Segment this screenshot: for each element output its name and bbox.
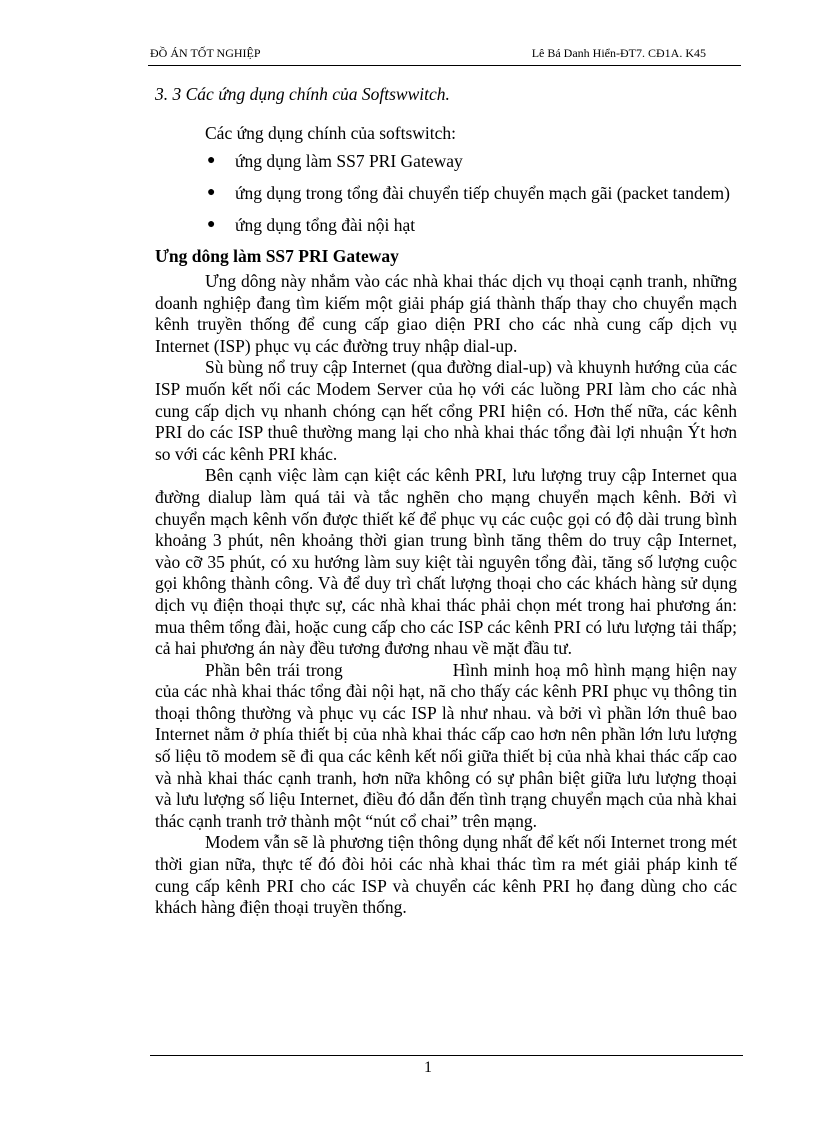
bullet-icon: ●	[207, 185, 216, 200]
list-item	[155, 150, 737, 172]
list-item	[155, 182, 737, 204]
footer-divider	[150, 1055, 743, 1056]
list-item	[155, 214, 737, 236]
header-title: ĐỒ ÁN TỐT NGHIỆP	[150, 46, 261, 60]
applications-list	[155, 150, 737, 236]
paragraph-4-start: Phần bên trái trong	[205, 659, 343, 680]
page-number: 1	[424, 1059, 432, 1076]
header-author: Lê Bá Danh Hiển-ĐT7. CĐ1A. K45	[531, 46, 706, 60]
paragraph-5: Modem vẫn sẽ là phương tiện thông dụng nhất để kết nối Internet trong mét thời gian nữa, thực tế đó đòi hỏi các nhà khai thác tìm ra mét giải pháp kinh tế cung cấp kênh PRI cho các ISP và chuyển các kênh PRI họ đang dùng cho các khách hàng điện thoại truyền thống.	[155, 832, 737, 918]
bullet-icon: ●	[207, 217, 216, 232]
page-body	[155, 84, 737, 919]
section-title: 3. 3 Các ứng dụng chính của Softswwitch.	[155, 84, 450, 104]
paragraph-4-rest: Hình minh hoạ mô hình mạng hiện nay của các nhà khai thác tổng đài nội hạt, nã cho thấy các kênh PRI phục vụ thông tin thoại thông thường và phục vụ các ISP là như nhau. và bởi vì phần lớn thuê bao Internet nằm ở phía thiết bị của nhà khai thác cấp cao hơn nên phần lớn lưu lượng số liệu tõ modem sẽ đi qua các kênh kết nối giữa thiết bị của nhà khai thác cấp cao và nhà khai thác cạnh tranh, hơn nữa không có sự phân biệt giữa lưu lượng thoại và lưu lượng số liệu Internet, điều đó dẫn đến tình trạng chuyển mạch của nhà khai thác cạnh tranh trở thành một “nút cổ chai” trên mạng.	[155, 659, 738, 831]
bullet-icon: ●	[207, 153, 216, 168]
paragraph-4	[155, 660, 737, 833]
header-divider	[148, 65, 741, 66]
list-item-text: ứng dụng tổng đài nội hạt	[235, 215, 416, 235]
list-item-text: ứng dụng trong tổng đài chuyển tiếp chuyển mạch gãi (packet tandem)	[235, 183, 730, 203]
paragraph-3: Bên cạnh việc làm cạn kiệt các kênh PRI, lưu lượng truy cập Internet qua đường dialup làm quá tải và tắc nghẽn cho mạng chuyển mạch kênh. Bởi vì chuyển mạch kênh vốn được thiết kế để phục vụ các cuộc gọi có độ dài trung bình khoảng 3 phút, nên khoảng thời gian trung bình tăng thêm do truy cập Internet, vào cỡ 35 phút, có xu hướng làm suy kiệt tài nguyên tổng đài, tăng số lượng cuộc gọi không thành công. Và để duy trì chất lượng thoại cho các khách hàng sử dụng dịch vụ điện thoại thực sự, các nhà khai thác phải chọn mét trong hai phương án: mua thêm tổng đài, hoặc cung cấp cho các ISP các kênh PRI có lưu lượng tải thấp; cả hai phương án này đều tương đương nhau về mặt đầu tư.	[155, 465, 737, 659]
paragraph-2: Sù bùng nổ truy cập Internet (qua đường dial-up) và khuynh hướng của các ISP muốn kết nối các Modem Server của họ với các luồng PRI làm cho các nhà cung cấp dịch vụ nhanh chóng cạn hết cổng PRI hiện có. Hơn thế nữa, các kênh PRI do các ISP thuê thường mang lại cho nhà khai thác tổng đài lợi nhuận Ýt hơn so với các kênh PRI khác.	[155, 357, 737, 464]
subsection-title: Ưng dông làm SS7 PRI Gateway	[155, 246, 399, 266]
paragraph-1: Ưng dông này nhắm vào các nhà khai thác dịch vụ thoại cạnh tranh, những doanh nghiệp đang tìm kiếm một giải pháp giá thành thấp thay cho chuyển mạch kênh truyền thống để cung cấp giao diện PRI cho các nhà cung cấp dịch vụ Internet (ISP) phục vụ các đường truy nhập dial-up.	[155, 271, 737, 356]
intro-text: Các ứng dụng chính của softswitch:	[205, 123, 457, 143]
list-item-text: ứng dụng làm SS7 PRI Gateway	[235, 151, 463, 171]
